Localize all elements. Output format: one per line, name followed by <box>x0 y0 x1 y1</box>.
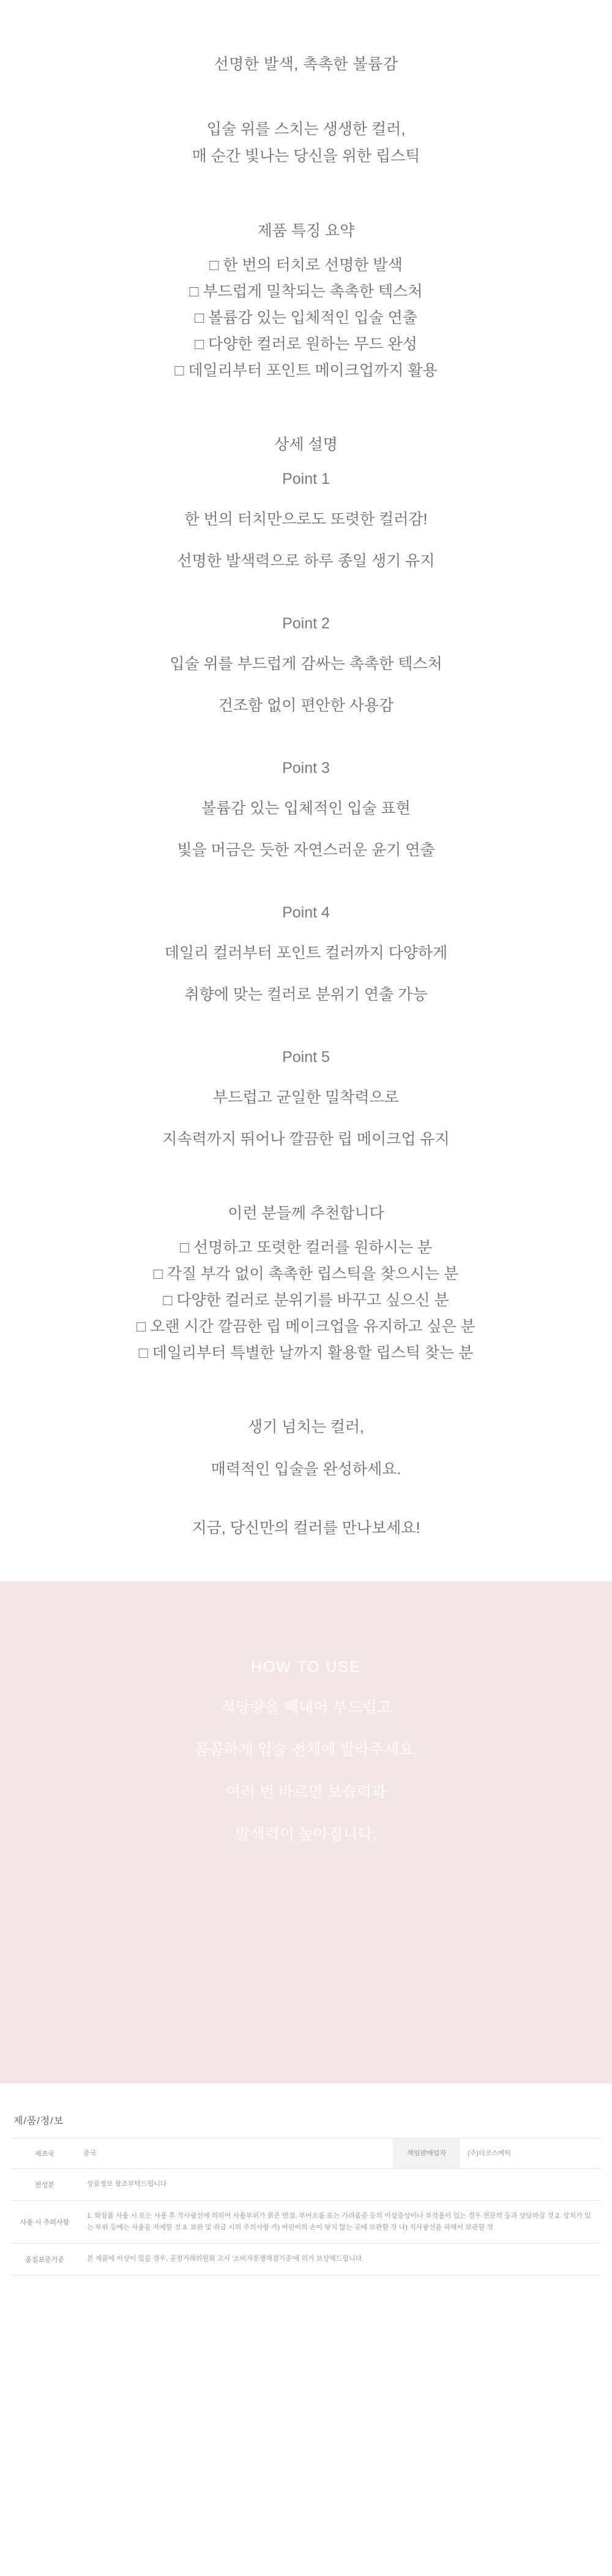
point-line: 취향에 맞는 컬러로 분위기 연출 가능 <box>184 985 428 1003</box>
point-label: Point 4 <box>282 903 330 921</box>
list-item: □ 한 번의 터치로 선명한 발색 <box>209 257 403 274</box>
pink-spacer <box>0 1955 612 2084</box>
info-label-warranty: 품질보증기준 <box>11 2243 78 2275</box>
how-to-use-section <box>0 1581 612 1955</box>
how-to-use-line: 발색력이 높아집니다. <box>235 1825 377 1843</box>
info-label-cautions: 사용 시 주의사항 <box>11 2200 78 2243</box>
detail-point-2 <box>0 611 612 719</box>
closing-line-1: 생기 넘치는 컬러, <box>248 1418 364 1436</box>
recommend-block <box>0 1200 612 1367</box>
info-value-warranty: 본 제품에 이상이 있을 경우, 공정거래위원회 고시 '소비자분쟁해결기준'에 의거 보상해드립니다. <box>87 2255 364 2263</box>
details-title: 상세 설명 <box>274 436 338 453</box>
list-item: □ 선명하고 또렷한 컬러를 원하시는 분 <box>179 1239 433 1256</box>
table-row <box>11 2243 601 2275</box>
how-to-use-title: HOW TO USE <box>250 1659 362 1676</box>
point-line: 부드럽고 균일한 밀착력으로 <box>213 1088 399 1106</box>
list-item: □ 볼륨감 있는 입체적인 입술 연출 <box>195 309 417 326</box>
info-value-origin-cell <box>78 2139 601 2169</box>
closing-block <box>0 1414 612 1542</box>
detail-point-5 <box>0 1045 612 1153</box>
features-list <box>0 252 612 384</box>
list-item: □ 다양한 컬러로 원하는 무드 완성 <box>195 336 417 353</box>
point-label: Point 2 <box>282 614 330 632</box>
detail-point-1 <box>0 467 612 574</box>
point-label: Point 5 <box>282 1048 330 1066</box>
list-item: □ 데일리부터 포인트 메이크업까지 활용 <box>174 362 438 379</box>
features-title: 제품 특징 요약 <box>257 222 355 239</box>
how-to-use-line: 여러 번 바르면 보습력과 <box>225 1783 387 1801</box>
hero-sub-line-2: 매 순간 빛나는 당신을 위한 립스틱 <box>192 147 420 165</box>
recommend-title: 이런 분들께 추천합니다 <box>228 1204 384 1222</box>
info-label-origin: 제조국 <box>11 2139 78 2169</box>
how-to-use-line: 적당량을 빼내어 부드럽고 <box>220 1699 392 1717</box>
how-to-use-line: 꼼꼼하게 입술 전체에 발라주세요. <box>194 1741 418 1758</box>
point-line: 입술 위를 부드럽게 감싸는 촉촉한 텍스처 <box>170 655 442 672</box>
product-info-section <box>0 2084 612 2294</box>
hero-headline: 선명한 발색, 촉촉한 볼륨감 <box>214 56 398 73</box>
list-item: □ 데일리부터 특별한 날까지 활용할 립스틱 찾는 분 <box>138 1344 474 1361</box>
point-line: 선명한 발색력으로 하루 종일 생기 유지 <box>177 552 435 570</box>
point-line: 지속력까지 뛰어나 깔끔한 립 메이크업 유지 <box>162 1130 450 1148</box>
list-item: □ 오랜 시간 깔끔한 립 메이크업을 유지하고 싶은 분 <box>136 1318 476 1335</box>
info-value-ingredients: 상품정보 참조부탁드립니다 <box>87 2180 167 2188</box>
point-line: 빛을 머금은 듯한 자연스러운 윤기 연출 <box>177 841 435 859</box>
table-row <box>11 2169 601 2201</box>
info-value-cautions: 1. 화장품 사용 시 또는 사용 후 직사광선에 의하여 사용부위가 붉은 반점, 부어오름 또는 가려움증 등의 이상증상이나 부작용이 있는 경우 전문의 등과 상담하실 것 2. 상처가 있는 부위 등에는 사용을 자제할 것 3. 보관 및 취급 시의 주의사항 가) 어린이의 손이 닿지 않는 곳에 보관할 것 나) 직사광선을 피해서 보관할 것 <box>87 2212 591 2231</box>
point-line: 건조함 없이 편안한 사용감 <box>218 696 394 714</box>
info-value-seller: (주)더코스메틱 <box>468 2149 512 2157</box>
info-label-seller: 책임판매업자 <box>393 2139 460 2168</box>
point-label: Point 3 <box>282 759 330 777</box>
hero-sub-line-1: 입술 위를 스치는 생생한 컬러, <box>206 121 406 138</box>
closing-line-3: 지금, 당신만의 컬러를 만나보세요! <box>192 1519 420 1537</box>
detail-point-4 <box>0 900 612 1008</box>
point-line: 한 번의 터치만으로도 또렷한 컬러감! <box>184 510 428 528</box>
point-line: 데일리 컬러부터 포인트 컬러까지 다양하게 <box>164 944 448 962</box>
features-block <box>0 218 612 385</box>
list-item: □ 각질 부각 없이 촉촉한 립스틱을 찾으시는 분 <box>153 1265 459 1282</box>
info-value-origin: 중국 <box>83 2149 97 2157</box>
list-item: □ 부드럽게 밀착되는 촉촉한 텍스처 <box>189 283 423 300</box>
hero-subhead <box>0 116 612 170</box>
table-row <box>11 2200 601 2243</box>
table-row <box>11 2139 601 2169</box>
recommend-list <box>0 1235 612 1366</box>
point-label: Point 1 <box>282 470 330 488</box>
point-line: 볼륨감 있는 입체적인 입술 표현 <box>201 799 411 817</box>
closing-line-2: 매력적인 입술을 완성하세요. <box>211 1460 401 1478</box>
detail-point-3 <box>0 756 612 864</box>
product-info-title: 제/품/정/보 <box>13 2116 64 2127</box>
product-info-table <box>11 2138 601 2275</box>
details-block <box>0 432 612 1153</box>
info-label-ingredients: 전성분 <box>11 2169 78 2201</box>
list-item: □ 다양한 컬러로 분위기를 바꾸고 싶으신 분 <box>163 1292 449 1309</box>
